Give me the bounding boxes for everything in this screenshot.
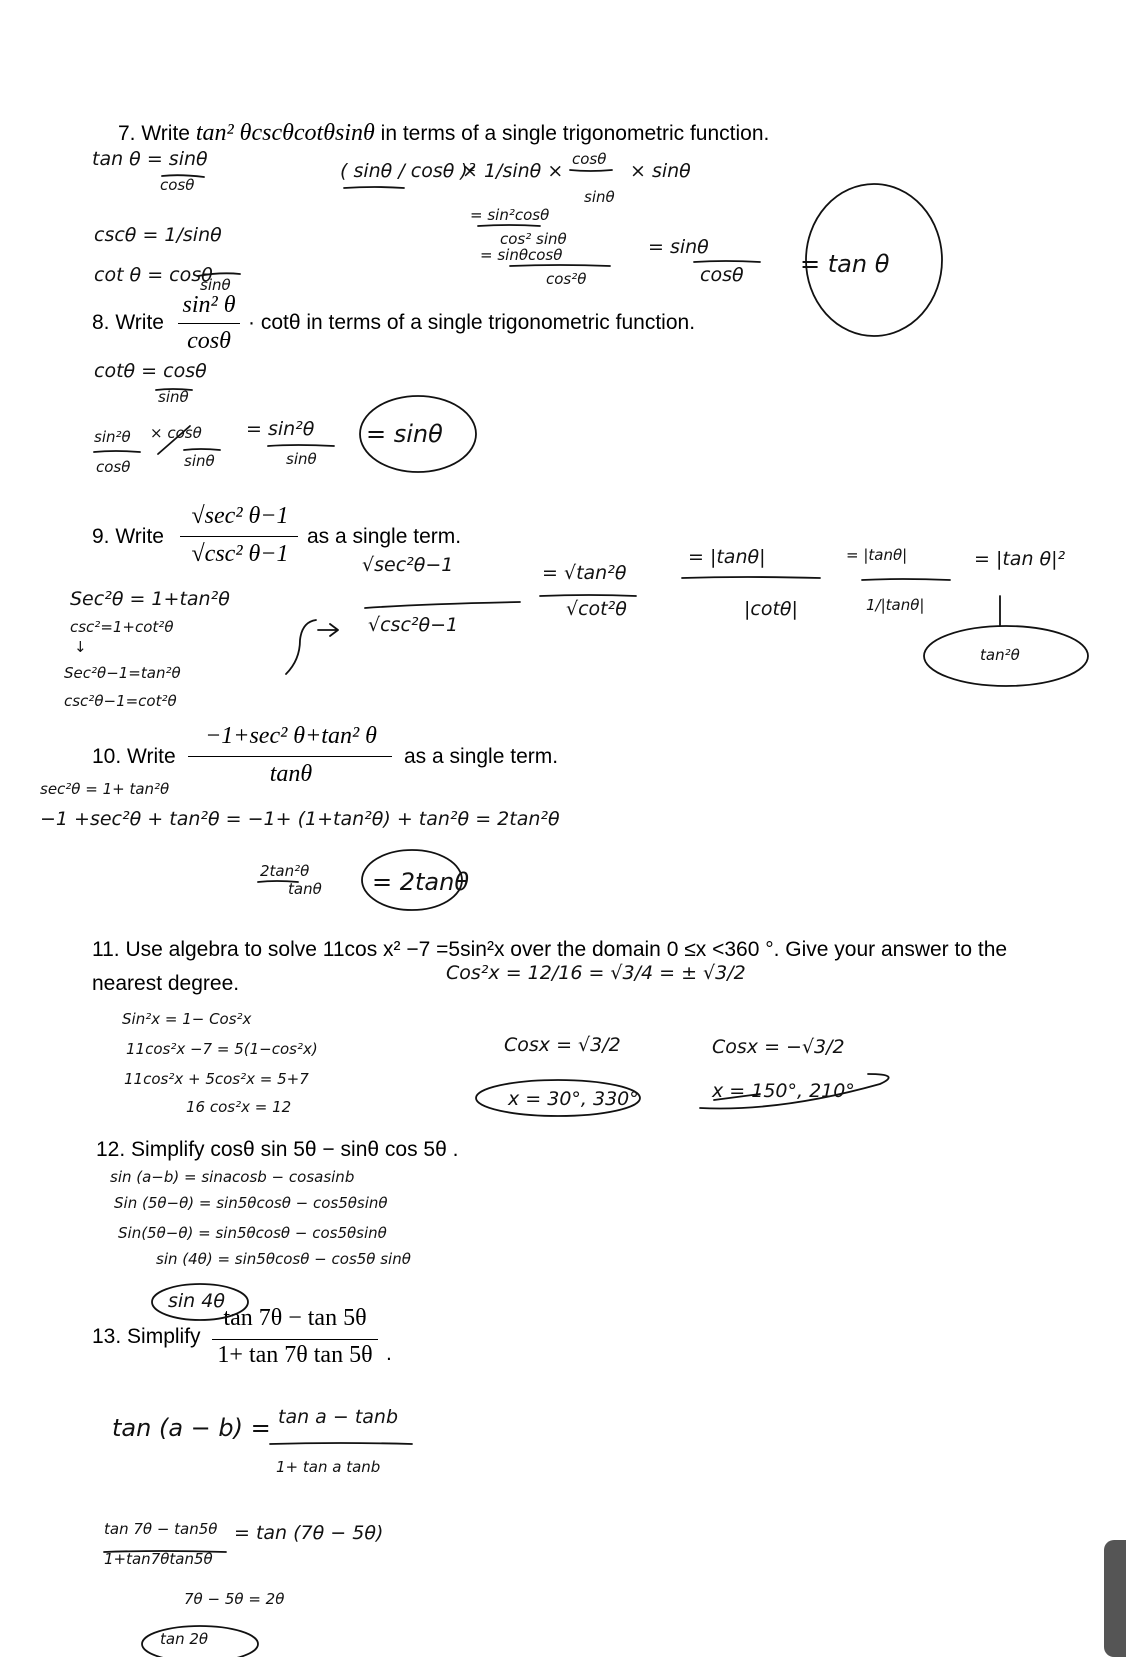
hw-p13-work-eq: = tan (7θ − 5θ) (234, 1522, 384, 1544)
hw-p7-cot-identity: cot θ = cosθ (94, 264, 213, 286)
scrollbar-thumb[interactable] (1104, 1540, 1126, 1657)
hw-p8-cot-denominator: sinθ (158, 388, 189, 406)
hw-p9-integral-stroke (286, 620, 316, 674)
hw-p7-answer: = tan θ (800, 250, 890, 278)
problem-8-fraction-bar (178, 323, 240, 324)
problem-10-numerator: −1+sec² θ+tan² θ (205, 723, 377, 749)
problem-8-instruction: · cotθ in terms of a single trigonometric function. (248, 311, 696, 334)
hw-p8-eq-num: = sin²θ (246, 418, 315, 440)
hw-p7-csc-identity: cscθ = 1/sinθ (94, 224, 222, 246)
hw-p7-step3-num: = sinθcosθ (480, 246, 563, 264)
hw-p13-diff: 7θ − 5θ = 2θ (184, 1590, 285, 1608)
problem-13-fraction-bar (212, 1339, 378, 1340)
hw-p9-step1-num: √sec²θ−1 (362, 554, 454, 576)
hw-p7-step3-den: cos²θ (546, 270, 587, 288)
problem-9-fraction-bar (180, 536, 298, 537)
hw-p11-negative-solution: x = 150°, 210° (712, 1080, 855, 1102)
hw-p7-step4-den: cosθ (700, 264, 744, 286)
hw-p7-step2-den: cos² sinθ (500, 230, 567, 248)
hw-p11-step-3: 11cos²x + 5cos²x = 5+7 (124, 1070, 309, 1088)
hw-p7-step3-bar (510, 265, 610, 266)
problem-13-number: 13. Simplify (92, 1325, 201, 1348)
hw-p11-cos-squared: Cos²x = 12/16 = √3/4 = ± √3/2 (446, 962, 746, 984)
hw-p7-tan-identity: tan θ = sinθ (92, 148, 208, 170)
hw-p7-step2-num: = sin²cosθ (470, 206, 550, 224)
hw-p12-line-2: Sin (5θ−θ) = sin5θcosθ − cos5θsinθ (114, 1194, 388, 1212)
hw-p9-step3-bar (682, 577, 820, 578)
hw-p7-step1-cot-num: cosθ (572, 150, 607, 168)
hw-p9-identity-4: csc²θ−1=cot²θ (64, 692, 177, 710)
problem-10-fraction-bar (188, 756, 392, 757)
hw-p8-answer: = sinθ (366, 420, 443, 448)
hw-p8-eq-bar (268, 445, 334, 446)
hw-p12-line-1: sin (a−b) = sinacosb − cosasinb (110, 1168, 355, 1186)
hw-p9-arrow: ↓ (74, 638, 87, 656)
hw-p9-step4-bar (862, 579, 950, 580)
hw-p13-work-num: tan 7θ − tan5θ (104, 1520, 218, 1538)
hw-p9-arrow-stroke (318, 624, 338, 636)
problem-9-denominator: √csc² θ−1 (191, 541, 289, 567)
hw-p8-work-mid-den: sinθ (184, 452, 215, 470)
hw-p8-mid-bar (184, 449, 220, 450)
hw-p10-frac-den: tanθ (288, 880, 322, 898)
hw-p7-step1-sin: × sinθ (630, 160, 691, 182)
hw-p10-answer: = 2tanθ (372, 868, 470, 896)
hw-p9-step3-den: |cotθ| (744, 598, 798, 620)
hw-p11-step-1: Sin²x = 1− Cos²x (122, 1010, 252, 1028)
hw-p8-cot-identity: cotθ = cosθ (94, 360, 207, 382)
hw-p9-step4-num: = |tanθ| (846, 546, 908, 564)
hw-p7-step4-num: = sinθ (648, 236, 709, 258)
hw-p11-step-4: 16 cos²x = 12 (186, 1098, 292, 1116)
hw-p7-step4-bar (694, 261, 760, 262)
hw-p9-step3-num: = |tanθ| (688, 546, 766, 568)
problem-8-denominator: cosθ (187, 328, 231, 354)
problem-9-numerator: √sec² θ−1 (191, 503, 289, 529)
hw-p12-line-4: sin (4θ) = sin5θcosθ − cos5θ sinθ (156, 1250, 411, 1268)
hw-p9-step1-den: √csc²θ−1 (368, 614, 459, 636)
problem-7-number: 7. Write (118, 122, 190, 145)
problem-7-instruction: in terms of a single trigonometric function. (380, 122, 770, 145)
hw-p7-step1-cot-den: sinθ (584, 188, 615, 206)
hw-p13-work-den: 1+tan7θtan5θ (104, 1550, 213, 1568)
hw-p7-cot-denominator: sinθ (200, 276, 231, 294)
hw-p8-work-mid: × cosθ (150, 424, 202, 442)
hw-p7-step1-cot-bar (570, 170, 612, 171)
problem-13-numerator: tan 7θ − tan 5θ (223, 1305, 367, 1331)
problem-10-number: 10. Write (92, 745, 176, 768)
hw-p8-eq-den: sinθ (286, 450, 317, 468)
hw-p12-line-3: Sin(5θ−θ) = sin5θcosθ − cos5θsinθ (118, 1224, 387, 1242)
hw-p9-step2-bar (540, 595, 636, 596)
hw-p13-formula-num: tan a − tanb (278, 1406, 399, 1428)
problem-9-number: 9. Write (92, 525, 164, 548)
hw-p9-identity-2: csc²=1+cot²θ (70, 618, 174, 636)
hw-p9-identity-3: Sec²θ−1=tan²θ (64, 664, 181, 682)
hw-p8-work-den: cosθ (96, 458, 131, 476)
hw-p13-formula-bar (270, 1443, 412, 1444)
problem-9-instruction: as a single term. (307, 525, 462, 548)
hw-p11-step-2: 11cos²x −7 = 5(1−cos²x) (126, 1040, 318, 1058)
problem-10-instruction: as a single term. (404, 745, 559, 768)
problem-8-numerator: sin² θ (182, 292, 236, 318)
hw-p13-formula-lhs: tan (a − b) = (112, 1414, 271, 1442)
problem-13-period: . (386, 1342, 392, 1365)
problem-8-number: 8. Write (92, 311, 164, 334)
hw-p9-step4-den: 1/|tanθ| (866, 596, 925, 614)
hw-p7-step1-bar (344, 187, 404, 188)
problem-11-line-2: nearest degree. (92, 972, 240, 995)
problem-7 (118, 120, 769, 147)
hw-p9-identity-1: Sec²θ = 1+tan²θ (70, 588, 230, 610)
hw-p7-step1-squared: ( sinθ / cosθ )² (340, 160, 476, 182)
hw-p13-formula-den: 1+ tan a tanb (276, 1458, 381, 1476)
hw-p9-step2-den: √cot²θ (566, 598, 627, 620)
hw-p9-step1-bar (365, 602, 520, 608)
hw-p7-step1-csc: × 1/sinθ × (462, 160, 564, 182)
problem-11-line-1: 11. Use algebra to solve 11cos x² −7 =5sin²x over the domain 0 ≤x <360 °. Give your answer to the (92, 938, 1008, 961)
hw-p13-answer: tan 2θ (160, 1630, 209, 1648)
hw-p10-frac-num: 2tan²θ (260, 862, 310, 880)
problem-12: 12. Simplify cosθ sin 5θ − sinθ cos 5θ . (96, 1138, 459, 1161)
hw-p11-negative-case: Cosx = −√3/2 (712, 1036, 845, 1058)
hw-p8-work-bar (94, 451, 140, 452)
hw-p10-line: −1 +sec²θ + tan²θ = −1+ (1+tan²θ) + tan²θ = 2tan²θ (40, 808, 560, 830)
hw-p8-work-num: sin²θ (94, 428, 131, 446)
hw-p9-step2-num: = √tan²θ (542, 562, 627, 584)
hw-p9-answer: tan²θ (980, 646, 1020, 664)
problem-13-denominator: 1+ tan 7θ tan 5θ (217, 1342, 373, 1368)
hw-p10-identity: sec²θ = 1+ tan²θ (40, 780, 170, 798)
hw-p7-step2-bar (478, 225, 540, 226)
hw-p12-answer: sin 4θ (168, 1290, 225, 1312)
hw-p11-positive-solution: x = 30°, 330° (508, 1088, 639, 1110)
hw-p11-positive-case: Cosx = √3/2 (504, 1034, 621, 1056)
hw-p7-tan-denominator: cosθ (160, 176, 195, 194)
hw-p9-step5: = |tan θ|² (974, 548, 1066, 570)
problem-7-expression: tan² θcscθcotθsinθ (195, 120, 375, 146)
problem-10-denominator: tanθ (269, 761, 313, 787)
